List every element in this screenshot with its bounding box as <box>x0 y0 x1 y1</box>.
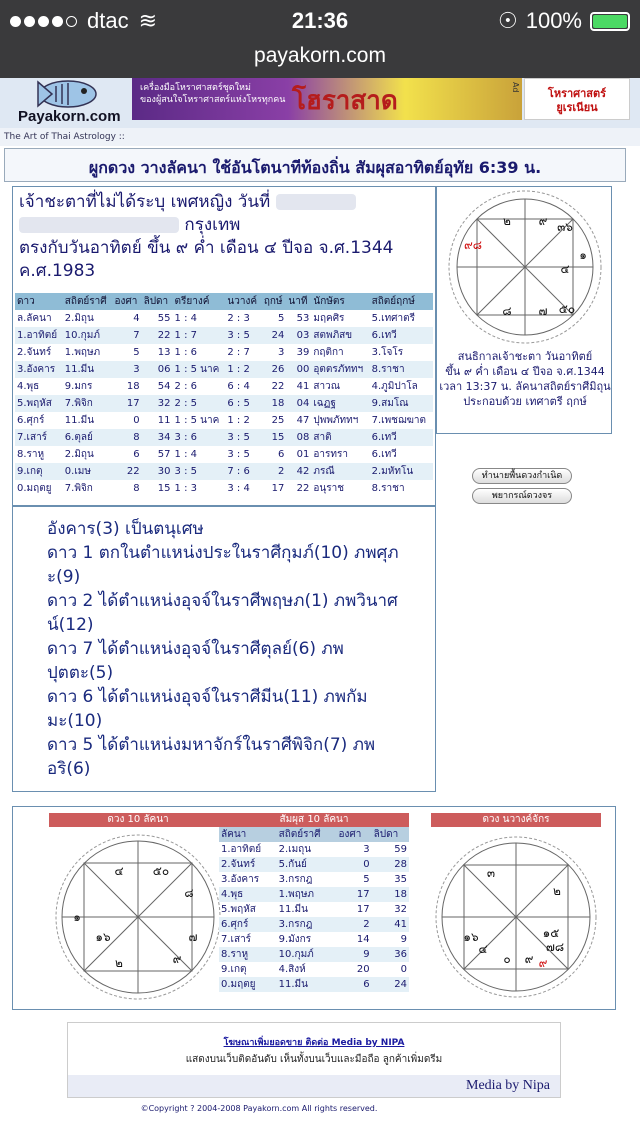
house-label: ๘ <box>502 304 512 318</box>
planet-cell: 3 : 5 <box>173 463 226 480</box>
wifi-icon: ≋ <box>138 8 158 33</box>
site-logo[interactable] <box>8 78 128 126</box>
house-label: ๗๘ <box>545 940 565 954</box>
predict-natal-button[interactable]: ทำนายพื้นดวงกำเนิด <box>472 468 572 484</box>
redacted-name <box>19 217 179 233</box>
positions-cell: 18 <box>372 887 409 902</box>
planet-cell: 3 <box>112 361 141 378</box>
prediction-line: ะ(9) <box>47 567 81 587</box>
planet-cell: 47 <box>296 415 310 426</box>
planet-cell: 9.เกตุ <box>15 463 63 480</box>
planet-cell: 3.โจโร <box>371 347 404 358</box>
planet-cell: 9.สมโณ <box>370 395 433 412</box>
planet-cell: 0 <box>133 415 140 426</box>
house-label: ๔ <box>560 262 570 276</box>
planet-cell: สตพภิสข <box>311 327 369 344</box>
house-label: ๑๕ <box>542 926 560 940</box>
prediction-panel <box>12 506 436 792</box>
planet-cell: 1 : 3 <box>174 483 197 494</box>
prediction-line: ดาว 1 ตกในตำแหน่งประในราศีกุมภ์(10) ภพศุภ <box>47 543 399 563</box>
info-line-3: ตรงกับวันอาทิตย์ ขึ้น ๙ ค่ำ เดือน ๔ ปีจอ จ.ศ.1344 <box>19 238 394 258</box>
ad-headline[interactable]: โฆษณาเพิ่มยอดขาย ติดต่อ Media by NIPA <box>223 1038 405 1048</box>
prediction-line: ดาว 7 ได้ตำแหน่งอุจจ์ในราศีตุลย์(6) ภพ <box>47 639 344 659</box>
prediction-line: ปุตตะ(5) <box>47 663 114 683</box>
house-label: ๑๖ <box>463 930 479 944</box>
house-label: ๒ <box>553 884 561 898</box>
positions-cell: 9 <box>400 934 407 945</box>
planet-cell: 11.มีน <box>64 415 95 426</box>
positions-cell: 8.ราหู <box>219 947 277 962</box>
planet-cell: 2.จันทร์ <box>17 347 52 358</box>
house-label: ๔ <box>114 864 124 878</box>
ad-brand[interactable]: Media by Nipa <box>68 1075 560 1097</box>
planet-cell: 2 <box>262 463 287 480</box>
positions-cell: 36 <box>372 947 409 962</box>
planet-cell: 9.มกร <box>64 381 93 392</box>
planet-cell: 30 <box>142 463 173 480</box>
planet-cell: 2 : 7 <box>227 347 250 358</box>
navamsa-chart <box>431 813 601 1007</box>
positions-title: สัมผุส 10 ลัคนา <box>219 813 409 827</box>
planet-cell: 5 <box>133 347 140 358</box>
copyright: ©Copyright ? 2004-2008 Payakorn.com All rights reserved. <box>140 1104 378 1113</box>
planet-cell: 2.มหัทโน <box>370 463 433 480</box>
planet-cell: 1 : 2 <box>225 361 261 378</box>
planet-cell: 00 <box>286 361 311 378</box>
planet-cell: 2.มิถุน <box>64 449 94 460</box>
planet-cell: 15 <box>262 429 287 446</box>
planet-cell: 17 <box>112 395 141 412</box>
planet-cell: 6.ตุลย์ <box>63 429 113 446</box>
planet-cell: 06 <box>142 361 173 378</box>
planet-row <box>15 378 433 395</box>
planet-cell: 22 <box>271 381 285 392</box>
planet-cell: 3 : 5 <box>227 449 250 460</box>
positions-cell: 2.เมถุน <box>278 844 312 855</box>
planet-cell: 1 : 4 <box>174 313 197 324</box>
prediction-line: ดาว 2 ได้ตำแหน่งอุจจ์ในราศีพฤษภ(1) ภพวินาศ <box>47 591 398 611</box>
planet-col-header: สถิตย์ราศี <box>63 293 113 310</box>
planet-cell: 2 : 5 <box>173 395 226 412</box>
planet-cell: 34 <box>142 429 173 446</box>
planet-cell: อารทรา <box>313 449 348 460</box>
rotation-lock-icon: ☉ <box>497 8 518 33</box>
info-line-2: กรุงเทพ <box>19 214 429 237</box>
planet-cell: 22 <box>142 327 173 344</box>
positions-cell: 10.กุมภ์ <box>277 947 337 962</box>
positions-cell: 2 <box>337 917 372 932</box>
positions-cell: 9.เกตุ <box>221 964 247 975</box>
planet-cell: 3 : 5 <box>225 429 261 446</box>
planet-cell: 3 <box>278 347 285 358</box>
planet-cell: 6.ศุกร์ <box>17 415 45 426</box>
planet-cell: 4.ภูมิปาโล <box>371 381 418 392</box>
planet-cell: 25 <box>271 415 285 426</box>
positions-cell: 35 <box>394 874 407 885</box>
positions-cell: 3 <box>363 844 370 855</box>
planet-row <box>15 480 433 497</box>
planet-cell: 0.มฤตยู <box>17 483 52 494</box>
positions-cell: 11.มีน <box>278 904 308 915</box>
planet-cell: มฤคศิร <box>313 313 345 324</box>
planet-cell: 8.ราหู <box>17 449 45 460</box>
page-title: ผูกดวง วางลัคนา ใช้อันโตนาทีท้องถิ่น สัมผุสอาทิตย์อุทัย 6:39 น. <box>4 148 626 182</box>
house-label: ๑๖ <box>95 930 111 944</box>
house-label: ๙ <box>524 952 534 966</box>
planet-row <box>15 463 433 480</box>
planet-cell: ล.ลัคนา <box>17 313 52 324</box>
planet-col-header: ดาว <box>15 293 63 310</box>
status-bar <box>0 0 640 42</box>
prediction-line: ดาว 5 ได้ตำแหน่งมหาจักร์ในราศีพิจิก(7) ภพ <box>47 735 376 755</box>
positions-table <box>219 827 409 992</box>
banner2-line-1: โหราศาสตร์ <box>547 87 607 100</box>
planet-cell: 7 : 6 <box>225 463 261 480</box>
planet-cell: 5.เทศาตรี <box>371 313 416 324</box>
house-label: ๔ <box>478 942 488 956</box>
positions-cell: 17 <box>356 904 370 915</box>
planet-cell: 6 : 5 <box>225 395 261 412</box>
planet-col-header: นักษัตร <box>311 293 369 310</box>
battery-icon <box>590 12 630 31</box>
planet-cell: 18 <box>126 381 140 392</box>
prediction-line: ดาว 6 ได้ตำแหน่งอุจจ์ในราศีมีน(11) ภพกัม <box>47 687 368 707</box>
house-label: ๑ <box>579 248 587 262</box>
house-label: ๒ <box>503 214 511 228</box>
planet-cell: 6 <box>133 449 140 460</box>
prediction-line: มะ(10) <box>47 711 103 731</box>
positions-cell: 17 <box>337 887 372 902</box>
positions-cell: 4.พุธ <box>219 887 277 902</box>
house-label: ๙ <box>172 952 182 966</box>
ad-text: แสดงบนเว็บติดอันดับ เห็นทั้งบนเว็บและมือถือ ลูกค้าเพิ่มดรีม <box>185 1054 443 1065</box>
positions-cell: 11.มีน <box>277 977 337 992</box>
planet-cell: 22 <box>112 463 141 480</box>
positions-cell: 6.ศุกร์ <box>219 917 277 932</box>
planet-cell: 7.เสาร์ <box>15 429 63 446</box>
caption-line-4: ประกอบด้วย เทศาตรี ฤกษ์ <box>463 395 587 408</box>
prediction-line: อริ(6) <box>47 759 91 779</box>
planet-col-header: นวางค์ <box>225 293 261 310</box>
battery-percent: 100% <box>525 8 582 33</box>
positions-cell: 5.พฤหัส <box>221 904 256 915</box>
planet-row <box>15 446 433 463</box>
positions-row <box>219 902 409 917</box>
planet-cell: 18 <box>262 395 287 412</box>
positions-row <box>219 857 409 872</box>
planet-cell: 04 <box>286 395 311 412</box>
planet-cell: 1 : 2 <box>227 415 250 426</box>
planet-row <box>15 327 433 344</box>
top-banner[interactable] <box>132 78 522 120</box>
positions-cell: 9.มังกร <box>278 934 312 945</box>
planet-cell: 3.อังคาร <box>15 361 63 378</box>
planet-cell: 1.อาทิตย์ <box>15 327 63 344</box>
lagna-10-positions <box>219 813 409 992</box>
planet-table <box>15 293 433 497</box>
planet-cell: 03 <box>286 327 311 344</box>
planet-cell: สาติ <box>311 429 369 446</box>
house-label: ๐ <box>503 952 511 966</box>
house-label: ๘ <box>184 886 194 900</box>
planet-cell: 1 : 5 นาค <box>173 361 226 378</box>
positions-cell: 3.กรกฎ <box>277 917 337 932</box>
house-label: ๙ <box>538 214 548 228</box>
planet-cell: 11.มีน <box>63 361 113 378</box>
bottom-charts <box>12 806 616 1010</box>
side-banner[interactable] <box>524 78 630 120</box>
planet-col-header: ฤกษ์ <box>262 293 287 310</box>
planet-cell: 3 : 6 <box>173 429 226 446</box>
site-header <box>0 78 640 128</box>
positions-cell: 1.อาทิตย์ <box>221 844 262 855</box>
caption-line-2: ขึ้น ๙ ค่ำ เดือน ๔ ปีจอ จ.ศ.1344 <box>445 365 605 378</box>
redacted-date <box>276 194 356 210</box>
chart-caption <box>437 349 613 409</box>
planet-cell: 8.ราชา <box>370 361 433 378</box>
planet-cell: 5 <box>278 313 285 324</box>
positions-cell: 0 <box>337 857 372 872</box>
positions-cell: 32 <box>394 904 407 915</box>
positions-row <box>219 872 409 887</box>
planet-cell: อนุราช <box>313 483 344 494</box>
positions-cell: 6 <box>337 977 372 992</box>
planet-cell: 24 <box>262 327 287 344</box>
positions-cell: 0 <box>400 964 407 975</box>
planet-col-header: นาที <box>286 293 311 310</box>
lagna-marker: ๙๘ <box>463 238 483 252</box>
planet-cell: 1 : 7 <box>173 327 226 344</box>
planet-row <box>15 344 433 361</box>
planet-cell: 7 <box>112 327 141 344</box>
positions-cell: 59 <box>394 844 407 855</box>
planet-cell: 6.เทวี <box>371 449 397 460</box>
positions-row <box>219 842 409 857</box>
clock: 21:36 <box>291 8 349 33</box>
planet-cell: ภรณี <box>311 463 369 480</box>
planet-cell: 4.พุธ <box>17 381 40 392</box>
birth-chart-wheel <box>437 187 613 347</box>
url-text: payakorn.com <box>254 44 386 67</box>
positions-row <box>219 977 409 992</box>
planet-cell: 01 <box>296 449 310 460</box>
positions-cell: 3.กรกฎ <box>278 874 313 885</box>
predict-transit-button[interactable]: พยากรณ์ดวงจร <box>472 488 572 504</box>
banner-title: โฮราสาด <box>292 86 398 116</box>
planet-row <box>15 395 433 412</box>
planet-cell: 11 <box>157 415 171 426</box>
birth-chart-panel <box>436 186 612 434</box>
positions-cell: 9 <box>337 947 372 962</box>
caption-line-1: สนธิกาลเจ้าชะตา วันอาทิตย์ <box>457 350 593 363</box>
positions-cell: 7.เสาร์ <box>221 934 252 945</box>
banner2-line-2: ยูเรเนียน <box>556 101 598 114</box>
positions-cell: 5 <box>363 874 370 885</box>
planet-col-header: ตรียางค์ <box>173 293 226 310</box>
planet-cell: 4 <box>133 313 140 324</box>
tagline: The Art of Thai Astrology :: <box>0 128 640 146</box>
url-bar[interactable] <box>0 42 640 78</box>
planet-cell: กฤติกา <box>313 347 344 358</box>
planet-cell: 10.กุมภ์ <box>63 327 113 344</box>
planet-cell: 54 <box>157 381 171 392</box>
house-label: ๕๐ <box>558 302 576 316</box>
positions-cell: 4.สิงห์ <box>278 964 306 975</box>
lagna-10-chart <box>49 813 227 1007</box>
positions-cell: 5.กันย์ <box>277 857 337 872</box>
house-label: ๓๖ <box>557 220 573 234</box>
planet-cell: 0.เมษ <box>63 463 113 480</box>
lagna-10-title: ดวง 10 ลัคนา <box>49 813 227 827</box>
positions-row <box>219 932 409 947</box>
planet-cell: 3 : 5 <box>225 327 261 344</box>
positions-cell: 14 <box>356 934 370 945</box>
planet-cell: 7.พิจิก <box>63 395 113 412</box>
planet-cell: 5.พฤหัส <box>15 395 63 412</box>
positions-cell: 3.อังคาร <box>221 874 260 885</box>
planet-cell: 1 : 6 <box>174 347 197 358</box>
planet-cell: 7.พิจิก <box>64 483 93 494</box>
planet-cell: 8.ราชา <box>371 483 405 494</box>
planet-cell: 42 <box>286 463 311 480</box>
prediction-line: น์(12) <box>47 615 94 635</box>
house-label: ๗ <box>188 930 198 944</box>
carrier: dtac <box>87 8 129 33</box>
banner-line-2: ของผู้สนใจโหราศาสตร์แห่งโหรทุกคน <box>140 95 286 105</box>
navamsa-wheel <box>431 827 601 1003</box>
planet-cell: 2 : 3 <box>227 313 250 324</box>
info-line-4: ค.ศ.1983 <box>19 261 96 281</box>
planet-cell: 39 <box>296 347 310 358</box>
positions-cell: 28 <box>372 857 409 872</box>
planet-cell: 3 : 4 <box>227 483 250 494</box>
planet-cell: 8 <box>112 429 141 446</box>
planet-row <box>15 310 433 327</box>
planet-row <box>15 412 433 429</box>
positions-cell: 24 <box>372 977 409 992</box>
planet-col-header: องศา <box>112 293 141 310</box>
house-label: ๓ <box>486 866 496 880</box>
planet-cell: 41 <box>296 381 310 392</box>
positions-col-header: สถิตย์ราศี <box>277 827 337 842</box>
positions-row <box>219 947 409 962</box>
lagna-10-wheel <box>49 827 227 1003</box>
planet-cell: ปุพพภัททฯ <box>313 415 359 426</box>
lagna-marker: ๙ <box>538 956 548 970</box>
planet-row <box>15 361 433 378</box>
planet-cell: 22 <box>296 483 310 494</box>
house-label: ๑ <box>73 910 81 924</box>
positions-cell: 2.จันทร์ <box>219 857 277 872</box>
planet-row <box>15 429 433 446</box>
planet-col-header: สถิตย์ฤกษ์ <box>370 293 433 310</box>
planet-cell: 13 <box>157 347 171 358</box>
positions-row <box>219 917 409 932</box>
positions-col-header: ลัคนา <box>219 827 277 842</box>
planet-cell: 53 <box>296 313 310 324</box>
house-label: ๒ <box>115 956 123 970</box>
navamsa-title: ดวง นวางค์จักร <box>431 813 601 827</box>
planet-cell: 1 : 5 นาค <box>174 415 220 426</box>
caption-line-3: เวลา 13:37 น. ลัคนาสถิตย์ราศีมิถุน <box>439 380 611 393</box>
planet-cell: 6 : 4 <box>227 381 250 392</box>
banner-line-1: เครื่องมือโหราศาสตร์ชุดใหม่ <box>140 83 251 93</box>
planet-cell: 6.เทวี <box>370 327 433 344</box>
planet-cell: 6.เทวี <box>370 429 433 446</box>
planet-cell: 6 <box>278 449 285 460</box>
positions-cell: 41 <box>372 917 409 932</box>
logo-text: Payakorn.com <box>18 108 121 125</box>
planet-cell: 55 <box>157 313 171 324</box>
fish-logo-icon <box>8 78 118 110</box>
advertisement[interactable] <box>67 1022 561 1098</box>
planet-cell: 1.พฤษภ <box>64 347 101 358</box>
positions-row <box>219 887 409 902</box>
ad-tag: Ad <box>511 82 520 93</box>
planet-cell: สาวณ <box>313 381 340 392</box>
planet-cell: 15 <box>157 483 171 494</box>
prediction-line: อังคาร(3) เป็นตนุเศษ <box>47 519 204 539</box>
planet-cell: 08 <box>286 429 311 446</box>
positions-col-header: ลิปดา <box>372 827 409 842</box>
planet-cell: 1 : 4 <box>174 449 197 460</box>
positions-cell: 1.พฤษภ <box>277 887 337 902</box>
positions-col-header: องศา <box>337 827 372 842</box>
planet-cell: เฉฏฐ <box>311 395 369 412</box>
info-line-1: เจ้าชะตาที่ไม่ได้ระบุ เพศหญิง วันที่ <box>19 191 429 214</box>
positions-cell: 20 <box>356 964 370 975</box>
house-label: ๗ <box>538 304 548 318</box>
planet-cell: 7.เพชฌฆาต <box>371 415 427 426</box>
planet-cell: 26 <box>262 361 287 378</box>
planet-cell: 32 <box>142 395 173 412</box>
planet-cell: อุตตรภัททฯ <box>311 361 369 378</box>
planet-cell: 2 : 6 <box>174 381 197 392</box>
house-label: ๕๐ <box>152 864 170 878</box>
birth-info-panel <box>12 186 436 506</box>
planet-cell: 8 <box>133 483 140 494</box>
planet-col-header: ลิปดา <box>142 293 173 310</box>
positions-cell: 0.มฤตยู <box>219 977 277 992</box>
planet-cell: 57 <box>157 449 171 460</box>
positions-row <box>219 962 409 977</box>
planet-cell: 17 <box>271 483 285 494</box>
planet-cell: 2.มิถุน <box>64 313 94 324</box>
